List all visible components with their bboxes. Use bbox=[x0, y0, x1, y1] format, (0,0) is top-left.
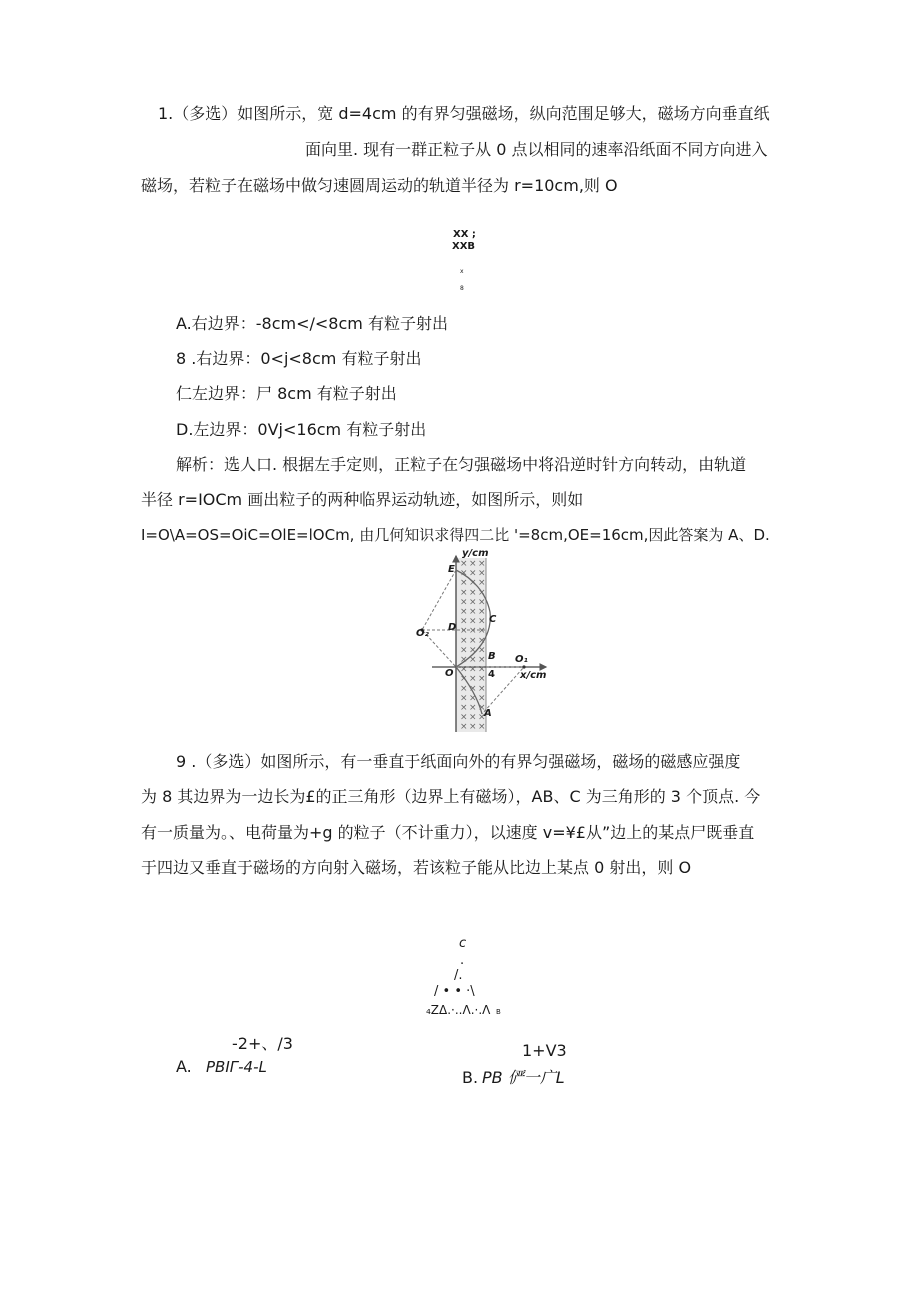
q9-line-1: 9 .（多选）如图所示，有一垂直于纸面向外的有界匀强磁场，磁场的磁感应强度 bbox=[176, 752, 741, 771]
field-cross: × bbox=[460, 712, 468, 723]
field-cross: × bbox=[478, 626, 486, 637]
field-cross: × bbox=[460, 655, 468, 665]
field-cross: × bbox=[469, 655, 477, 665]
fig-y-label: y/cm bbox=[462, 548, 489, 559]
field-cross: × bbox=[478, 616, 486, 627]
field-cross: × bbox=[478, 597, 486, 608]
fig-label-d: D bbox=[448, 622, 457, 633]
field-cross: × bbox=[469, 568, 477, 579]
field-cross: × bbox=[469, 559, 477, 569]
tri-row-3: / • • ·\ bbox=[434, 984, 475, 999]
q8-option-c: 仁左边界：尸 8cm 有粒子射出 bbox=[176, 384, 397, 403]
q8-line-1: 1.（多选）如图所示，宽 d=4cm 的有界匀强磁场，纵向范围足够大，磁场方向垂直纸 bbox=[158, 104, 770, 123]
q9-option-b-body: PB 俨一广L bbox=[482, 1068, 565, 1087]
q8-small-fig-row4: 8 bbox=[460, 285, 464, 292]
field-cross: × bbox=[478, 568, 486, 579]
q8-option-d: D.左边界：0Vj<16cm 有粒子射出 bbox=[176, 420, 427, 439]
q8-analysis-line-2: 半径 r=IOCm 画出粒子的两种临界运动轨迹，如图所示，则如 bbox=[141, 490, 584, 509]
field-cross: × bbox=[478, 635, 486, 646]
field-cross: × bbox=[469, 664, 477, 675]
field-cross: × bbox=[478, 722, 486, 732]
field-cross: × bbox=[469, 693, 477, 704]
field-cross: × bbox=[469, 683, 477, 694]
field-cross: × bbox=[469, 597, 477, 608]
q8-figure-svg bbox=[412, 550, 550, 732]
field-cross: × bbox=[478, 703, 486, 713]
q9-option-b-numerator: 1+V3 bbox=[522, 1041, 567, 1060]
field-cross: × bbox=[460, 674, 468, 685]
q9-option-a-numerator: -2+、/3 bbox=[232, 1034, 293, 1053]
fig-label-a: A bbox=[484, 708, 492, 719]
q8-small-fig-row1: XX ; bbox=[453, 229, 476, 240]
fig-label-b: B bbox=[488, 651, 496, 662]
tri-vertex-b: B bbox=[496, 1008, 501, 1016]
field-cross: × bbox=[460, 683, 468, 694]
q8-small-fig-row2: XXB bbox=[452, 241, 476, 252]
fig-label-4: 4 bbox=[488, 669, 495, 680]
q8-analysis-line-1: 解析：选人口. 根据左手定则，正粒子在匀强磁场中将沿逆时针方向转动，由轨道 bbox=[176, 455, 747, 474]
q8-option-a: A.右边界：-8cm</<8cm 有粒子射出 bbox=[176, 314, 448, 333]
fig-x-label: x/cm bbox=[520, 670, 547, 681]
field-cross: × bbox=[478, 587, 486, 598]
field-cross: × bbox=[469, 712, 477, 723]
tri-row-1: . bbox=[460, 953, 465, 968]
fig-label-o2: O₂ bbox=[416, 628, 429, 639]
field-cross: × bbox=[460, 703, 468, 713]
fig-label-o: O bbox=[445, 668, 454, 679]
q8-option-b: 8 .右边界：0<j<8cm 有粒子射出 bbox=[176, 349, 422, 368]
field-cross: × bbox=[460, 616, 468, 627]
q8-line-2: 面向里. 现有一群正粒子从 0 点以相同的速率沿纸面不同方向进入 bbox=[305, 140, 768, 159]
field-cross: × bbox=[460, 559, 468, 569]
field-cross: × bbox=[469, 722, 477, 732]
field-cross: × bbox=[469, 645, 477, 656]
field-cross: × bbox=[460, 597, 468, 608]
q8-line-3: 磁场，若粒子在磁场中做匀速圆周运动的轨道半径为 r=10cm,则 O bbox=[141, 176, 618, 195]
q9-line-3: 有一质量为。、电荷量为+g 的粒子（不计重力），以速度 v=¥£从”边上的某点尸既垂直 bbox=[141, 823, 755, 842]
field-cross: × bbox=[460, 664, 468, 675]
field-cross: × bbox=[469, 607, 477, 617]
field-cross: × bbox=[478, 578, 486, 589]
field-cross: × bbox=[478, 683, 486, 694]
field-cross: × bbox=[460, 568, 468, 579]
field-cross: × bbox=[478, 712, 486, 723]
field-cross: × bbox=[460, 645, 468, 656]
field-cross: × bbox=[478, 559, 486, 569]
q9-line-2: 为 8 其边界为一边长为£的正三角形（边界上有磁场），AB、C 为三角形的 3 个顶点. 今 bbox=[141, 787, 761, 806]
field-cross: × bbox=[478, 655, 486, 665]
q9-option-a-label: A. bbox=[176, 1057, 192, 1076]
q8-small-fig-row3: x bbox=[460, 268, 464, 275]
q9-option-b-label: B. bbox=[462, 1068, 479, 1087]
q8-analysis-line-3: I=O\A=OS=OiC=OlE=lOCm, 由几何知识求得四二比 '=8cm,OE=16cm,因此答案为 A、D. bbox=[141, 526, 770, 544]
field-cross: × bbox=[460, 578, 468, 589]
field-cross: × bbox=[469, 626, 477, 637]
field-cross: × bbox=[469, 587, 477, 598]
field-cross: × bbox=[469, 703, 477, 713]
field-cross: × bbox=[478, 645, 486, 656]
field-cross: × bbox=[469, 616, 477, 627]
field-cross: × bbox=[460, 722, 468, 732]
field-cross: × bbox=[478, 693, 486, 704]
field-cross: × bbox=[478, 674, 486, 685]
q9-option-a-body: PBIΓ-4-L bbox=[206, 1058, 267, 1076]
field-cross: × bbox=[478, 664, 486, 675]
field-cross: × bbox=[460, 607, 468, 617]
field-cross: × bbox=[478, 607, 486, 617]
q8-trajectory-figure bbox=[412, 550, 550, 732]
tri-vertex-c: c bbox=[459, 936, 467, 951]
field-crosses bbox=[460, 559, 486, 732]
field-cross: × bbox=[460, 693, 468, 704]
o2-radius-lines bbox=[422, 570, 456, 667]
fig-label-e: E bbox=[448, 564, 455, 575]
field-cross: × bbox=[469, 674, 477, 685]
field-cross: × bbox=[460, 635, 468, 646]
tri-row-2: /. bbox=[454, 968, 463, 983]
fig-label-c: C bbox=[489, 614, 497, 625]
field-cross: × bbox=[460, 587, 468, 598]
field-cross: × bbox=[469, 635, 477, 646]
fig-label-o1: O₁ bbox=[515, 654, 528, 665]
field-cross: × bbox=[460, 626, 468, 637]
tri-row-4: ₄ZΔ.·..Λ.·.Λ bbox=[426, 1003, 491, 1017]
field-cross: × bbox=[469, 578, 477, 589]
q9-line-4: 于四边又垂直于磁场的方向射入磁场，若该粒子能从比边上某点 0 射出，则 O bbox=[141, 858, 692, 877]
